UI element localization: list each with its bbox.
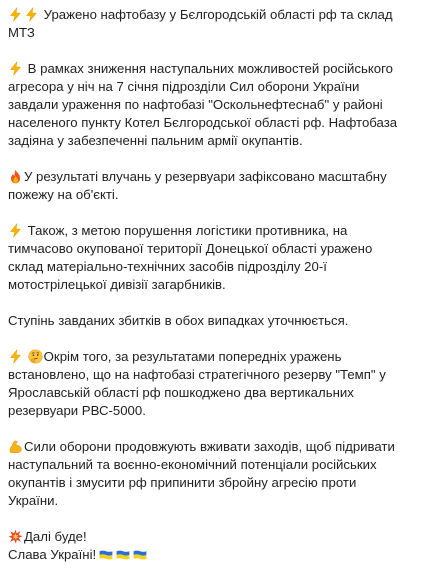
paragraph-headline (8, 6, 408, 42)
post-line: населеного пункту Котел Бєлгородської області рф. Нафтобаза (8, 115, 398, 130)
post-line: встановлено, що на нафтобазі стратегічного резерву "Темп" у (8, 367, 386, 382)
post-line: Також, з метою порушення логістики противника, на (8, 222, 408, 240)
post-line: наступальний та воєнно-економічний потенціали російських (8, 457, 377, 472)
post-line: МТЗ (8, 25, 35, 40)
flexed-biceps-icon (8, 439, 23, 454)
lightning-icon (8, 349, 23, 364)
lightning-icon (8, 7, 23, 22)
ukraine-flag-icon (99, 550, 113, 560)
post-line: Ступінь завданих збитків в обох випадках уточнюється. (8, 313, 349, 328)
post-line: Окрім того, за результатами попередніх уражень (8, 348, 408, 366)
post-line: України. (8, 493, 59, 508)
post-line: завдали ураження по нафтобазі "Оскольнефтеснаб" у районі (8, 97, 383, 112)
post-line: Сили оборони продовжують вживати заходів, щоб підривати (8, 438, 408, 456)
post-line: агресора у ніч на 7 січня підрозділи Сил оборони України (8, 79, 360, 94)
fire-icon (8, 169, 23, 184)
post-line: В рамках зниження наступальних можливостей російського (8, 60, 408, 78)
post-line: мотострілецької дивізії загарбників. (8, 277, 226, 292)
lightning-icon (8, 61, 23, 76)
paragraph-strike-details (8, 60, 408, 150)
lightning-icon (24, 7, 39, 22)
post-line: резервуари РВС-5000. (8, 403, 146, 418)
paragraph-damage (8, 312, 408, 330)
post-line: Слава Україні! (8, 546, 408, 564)
paragraph-closing (8, 528, 408, 564)
paragraph-logistics (8, 222, 408, 294)
post-line: Уражено нафтобазу у Бєлгородській області рф та склад (8, 6, 408, 24)
post-line: пожежу на об'єкті. (8, 187, 119, 202)
paragraph-defense-forces (8, 438, 408, 510)
ukraine-flag-icon (133, 550, 147, 560)
post-line: У результаті влучань у резервуари зафіксовано масштабну (8, 168, 408, 186)
post-line: окупантів і змусити рф припинити збройну агресію проти (8, 475, 357, 490)
collision-icon (8, 529, 23, 544)
post-line: тимчасово окупованої території Донецької області уражено (8, 241, 373, 256)
paragraph-fire (8, 168, 408, 204)
post-line: Ярославській області рф пошкоджено два вертикальних (8, 385, 354, 400)
lightning-icon (8, 223, 23, 238)
ukraine-flag-icon (116, 550, 130, 560)
post-line: Далі буде! (8, 528, 408, 546)
paragraph-temp-depot (8, 348, 408, 420)
thinking-face-icon (28, 349, 43, 364)
post-line: задіяна у забезпеченні пальним армії окупантів. (8, 133, 303, 148)
post-line: склад матеріально-технічних засобів підрозділу 20-ї (8, 259, 327, 274)
